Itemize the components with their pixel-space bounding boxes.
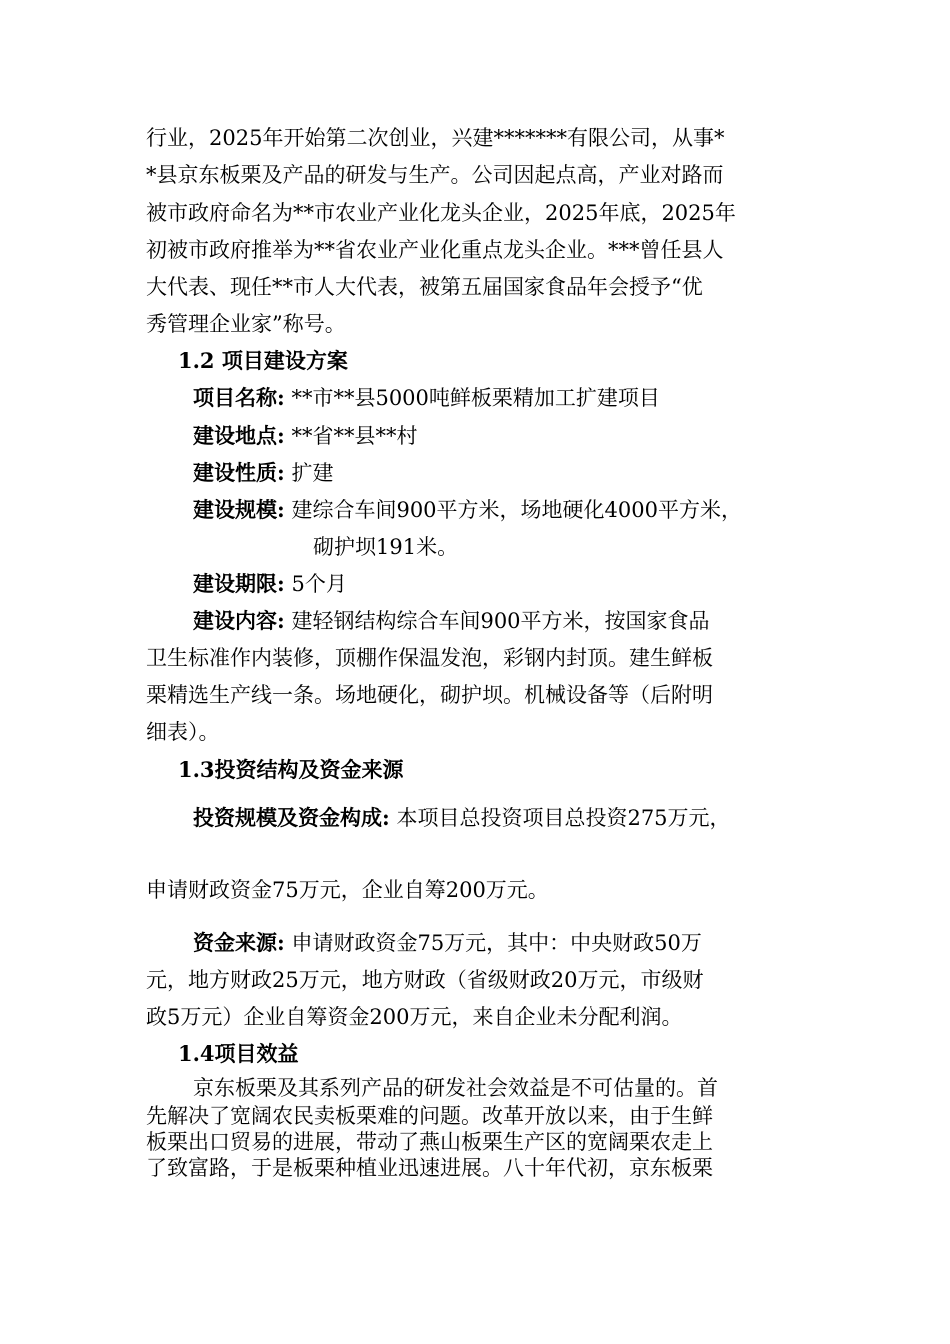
period-value: 5个月 xyxy=(291,572,347,596)
benefit-line-3: 板栗出口贸易的进展，带动了燕山板栗生产区的宽阔栗农走上 xyxy=(146,1130,713,1154)
content-line-3: 栗精选生产线一条。场地硬化，砌护坝。机械设备等（后附明 xyxy=(146,683,713,707)
location-row xyxy=(193,422,853,450)
nature-row xyxy=(193,459,853,487)
location-value: **省**县**村 xyxy=(291,424,418,448)
intro-line-6: 秀管理企业家”称号。 xyxy=(146,312,346,336)
intro-line-1: 行业，2025年开始第二次创业，兴建*******有限公司，从事* xyxy=(146,126,725,150)
content-row xyxy=(193,607,853,635)
scale-label: 建设规模: xyxy=(193,497,285,522)
content-label: 建设内容: xyxy=(193,608,285,633)
benefit-line-1: 京东板栗及其系列产品的研发社会效益是不可估量的。首 xyxy=(193,1076,718,1100)
content-line-4: 细表）。 xyxy=(146,720,220,744)
scale-value-1: 建综合车间900平方米，场地硬化4000平方米， xyxy=(291,498,742,522)
section-heading-1-3: 1.3投资结构及资金来源 xyxy=(178,757,404,782)
period-label: 建设期限: xyxy=(193,571,285,596)
funding-source-value-1: 申请财政资金75万元，其中：中央财政50万 xyxy=(291,931,702,955)
benefit-line-4: 了致富路，于是板栗种植业迅速进展。八十年代初，京东板栗 xyxy=(146,1156,713,1180)
period-row xyxy=(193,570,853,598)
nature-label: 建设性质: xyxy=(193,460,285,485)
intro-line-2: *县京东板栗及产品的研发与生产。公司因起点高，产业对路而 xyxy=(146,163,724,187)
location-label: 建设地点: xyxy=(193,423,285,448)
scale-value-2: 砌护坝191米。 xyxy=(313,535,459,559)
intro-line-5: 大代表、现任**市人大代表，被第五届国家食品年会授予“优 xyxy=(146,275,703,299)
nature-value: 扩建 xyxy=(291,461,334,485)
funding-source-line-3: 政5万元）企业自筹资金200万元，来自企业未分配利润。 xyxy=(146,1005,683,1029)
investment-scale-label: 投资规模及资金构成: xyxy=(193,805,390,830)
project-name-value: **市**县5000吨鲜板栗精加工扩建项目 xyxy=(291,386,660,410)
investment-scale-line-2: 申请财政资金75万元，企业自筹200万元。 xyxy=(146,878,549,902)
funding-source-row xyxy=(193,929,853,957)
funding-source-label: 资金来源: xyxy=(193,930,285,955)
investment-scale-row xyxy=(193,804,853,832)
intro-line-3: 被市政府命名为**市农业产业化龙头企业，2025年底，2025年 xyxy=(146,201,736,225)
project-name-row xyxy=(193,384,853,412)
investment-scale-value: 本项目总投资项目总投资275万元， xyxy=(396,806,731,830)
benefit-line-2: 先解决了宽阔农民卖板栗难的问题。改革开放以来，由于生鲜 xyxy=(146,1104,713,1128)
intro-line-4: 初被市政府推举为**省农业产业化重点龙头企业。***曾任县人 xyxy=(146,238,724,262)
funding-source-line-2: 元，地方财政25万元，地方财政（省级财政20万元，市级财 xyxy=(146,968,704,992)
section-heading-1-2: 1.2 项目建设方案 xyxy=(178,348,348,373)
project-name-label: 项目名称: xyxy=(193,385,285,410)
content-line-2: 卫生标准作内装修，顶棚作保温发泡，彩钢内封顶。建生鲜板 xyxy=(146,646,713,670)
content-value-1: 建轻钢结构综合车间900平方米，按国家食品 xyxy=(291,609,710,633)
section-heading-1-4: 1.4项目效益 xyxy=(178,1041,299,1066)
scale-row xyxy=(193,496,853,524)
